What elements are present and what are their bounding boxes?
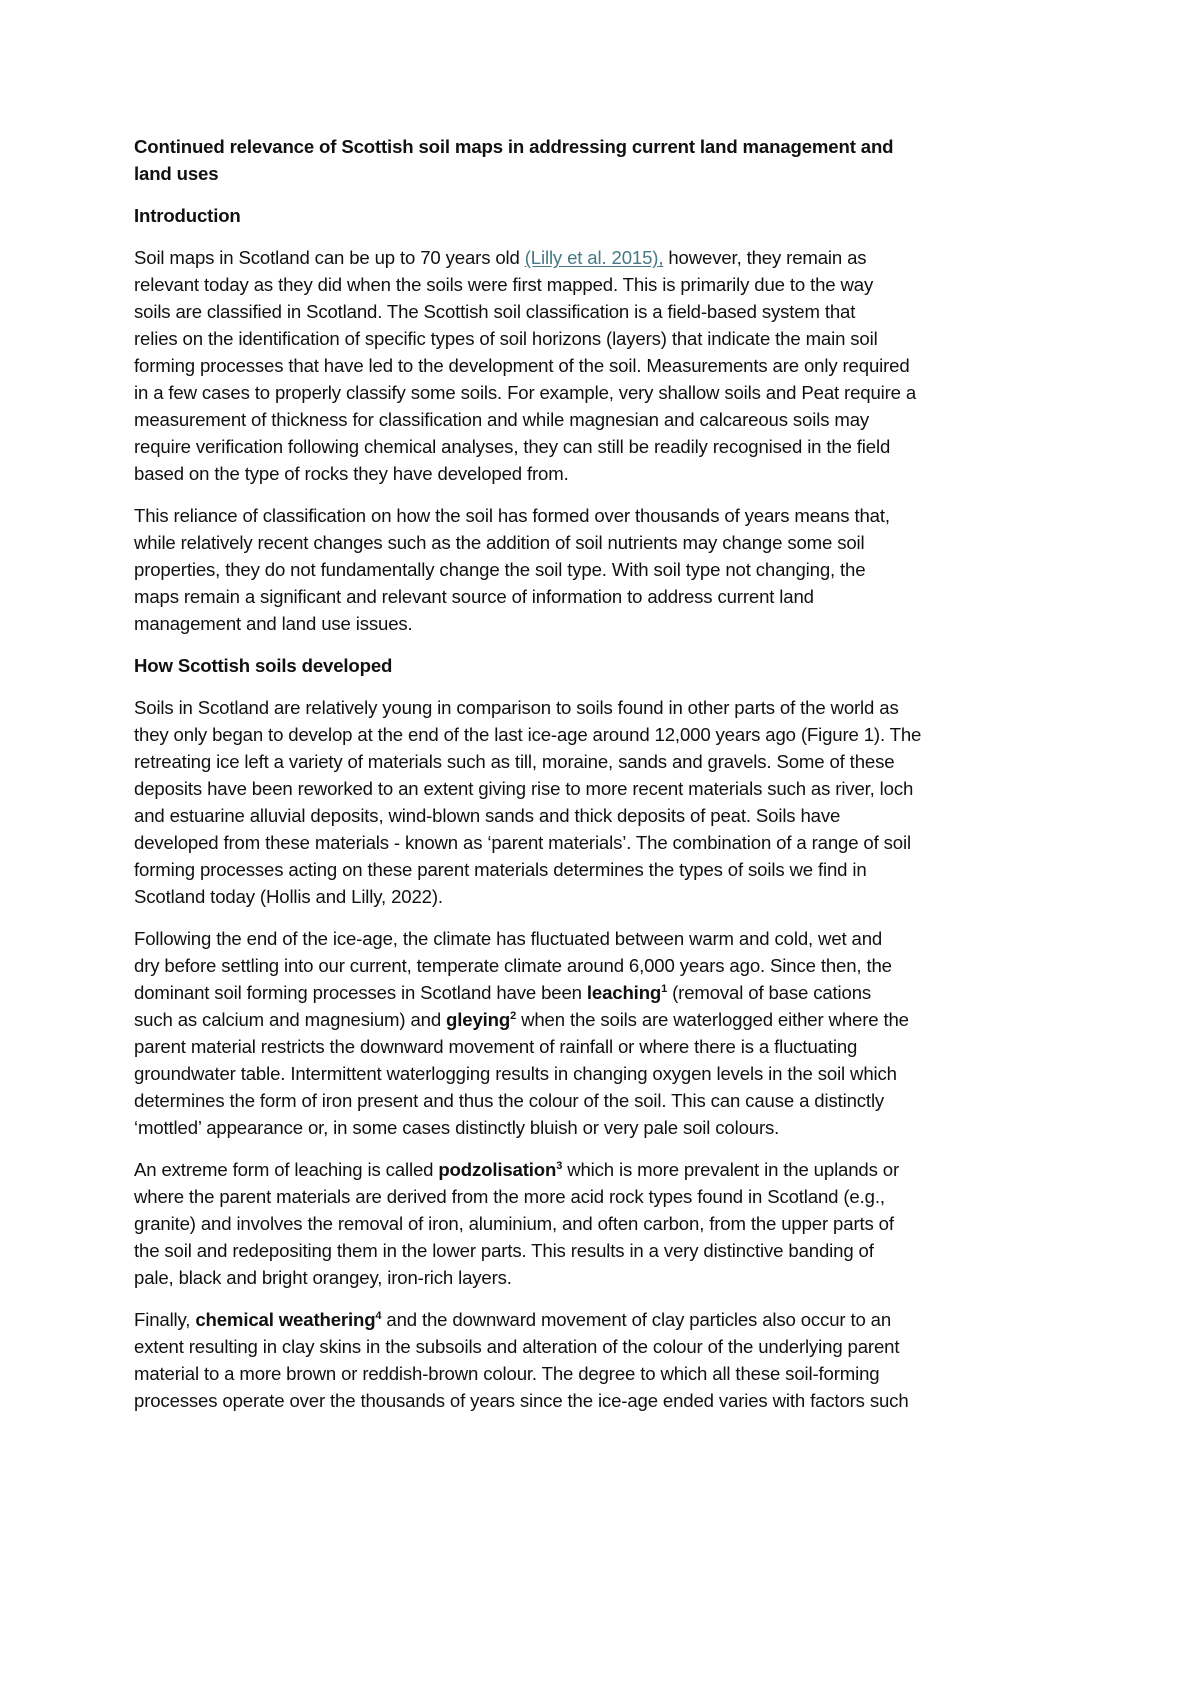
text-line: where the parent materials are derived from the more acid rock types found in Scotland (e.g.,	[134, 1186, 885, 1207]
text-line: maps remain a significant and relevant source of information to address current land	[134, 586, 814, 607]
text: however, they remain as	[663, 247, 867, 268]
term-chemical-weathering: chemical weathering	[195, 1309, 376, 1330]
paragraph	[134, 502, 984, 637]
text-line: they only began to develop at the end of the last ice-age around 12,000 years ago (Figure 1). The	[134, 724, 922, 745]
paragraph	[134, 694, 984, 910]
text: which is more prevalent in the uplands or	[562, 1159, 900, 1180]
text: such as calcium and magnesium) and	[134, 1009, 447, 1030]
text-line: measurement of thickness for classification and while magnesian and calcareous soils may	[134, 409, 870, 430]
footnote-ref-3[interactable]: 3	[556, 1160, 563, 1172]
text-line: Soils in Scotland are relatively young in comparison to soils found in other parts of the world as	[134, 697, 899, 718]
text-line	[134, 979, 984, 1006]
title-line: Continued relevance of Scottish soil maps in addressing current land management and	[134, 136, 894, 157]
text-line: parent material restricts the downward movement of rainfall or where there is a fluctuating	[134, 1036, 858, 1057]
text-line: management and land use issues.	[134, 613, 413, 634]
text: An extreme form of leaching is called	[134, 1159, 439, 1180]
text-line: pale, black and bright orangey, iron-rich layers.	[134, 1267, 512, 1288]
text-line	[134, 244, 984, 271]
paragraph	[134, 925, 984, 1141]
paragraph	[134, 1156, 984, 1291]
text-line	[134, 1156, 984, 1183]
text-line: and estuarine alluvial deposits, wind-blown sands and thick deposits of peat. Soils have	[134, 805, 841, 826]
text-line: processes operate over the thousands of years since the ice-age ended varies with factors such	[134, 1390, 909, 1411]
text-line: while relatively recent changes such as the addition of soil nutrients may change some soil	[134, 532, 865, 553]
text-line: properties, they do not fundamentally change the soil type. With soil type not changing, the	[134, 559, 866, 580]
text-line	[134, 1006, 984, 1033]
text-line: determines the form of iron present and thus the colour of the soil. This can cause a distinctly	[134, 1090, 885, 1111]
text: (removal of base cations	[667, 982, 872, 1003]
text-line: dry before settling into our current, temperate climate around 6,000 years ago. Since then, the	[134, 955, 892, 976]
text-line: the soil and redepositing them in the lower parts. This results in a very distinctive banding of	[134, 1240, 874, 1261]
text-line: retreating ice left a variety of materials such as till, moraine, sands and gravels. Some of these	[134, 751, 895, 772]
document-page	[134, 133, 984, 1429]
text-line: forming processes acting on these parent materials determines the types of soils we find in	[134, 859, 867, 880]
term-gleying: gleying	[446, 1009, 511, 1030]
title-line: land uses	[134, 163, 219, 184]
text-line: relies on the identification of specific types of soil horizons (layers) that indicate the main soil	[134, 328, 878, 349]
text-line: material to a more brown or reddish-brown colour. The degree to which all these soil-forming	[134, 1363, 880, 1384]
term-leaching: leaching	[586, 982, 662, 1003]
term-podzolisation: podzolisation	[438, 1159, 557, 1180]
text-line	[134, 1306, 984, 1333]
text-line: require verification following chemical analyses, they can still be readily recognised in the field	[134, 436, 891, 457]
text: Finally,	[134, 1309, 196, 1330]
text-line: ‘mottled’ appearance or, in some cases distinctly bluish or very pale soil colours.	[134, 1117, 780, 1138]
text-line: Following the end of the ice-age, the climate has fluctuated between warm and cold, wet and	[134, 928, 883, 949]
text: dominant soil forming processes in Scotland have been	[134, 982, 587, 1003]
footnote-ref-1[interactable]: 1	[661, 983, 668, 995]
text-line: granite) and involves the removal of iron, aluminium, and often carbon, from the upper parts of	[134, 1213, 894, 1234]
section-heading-introduction: Introduction	[134, 205, 241, 226]
section-heading-how-scottish-soils-developed: How Scottish soils developed	[134, 655, 393, 676]
footnote-ref-4[interactable]: 4	[375, 1310, 382, 1322]
text: when the soils are waterlogged either where the	[516, 1009, 909, 1030]
text-line: Scotland today (Hollis and Lilly, 2022).	[134, 886, 443, 907]
text-line: extent resulting in clay skins in the subsoils and alteration of the colour of the underlying parent	[134, 1336, 900, 1357]
text-line: This reliance of classification on how the soil has formed over thousands of years means that,	[134, 505, 890, 526]
text-line: forming processes that have led to the development of the soil. Measurements are only required	[134, 355, 910, 376]
paragraph	[134, 1306, 984, 1414]
text-line: relevant today as they did when the soils were first mapped. This is primarily due to the way	[134, 274, 874, 295]
text-line: developed from these materials - known as ‘parent materials’. The combination of a range of soil	[134, 832, 911, 853]
document-title	[134, 133, 984, 187]
text-line: soils are classified in Scotland. The Scottish soil classification is a field-based system that	[134, 301, 856, 322]
citation-link-lilly-2015[interactable]: (Lilly et al. 2015),	[524, 247, 664, 268]
footnote-ref-2[interactable]: 2	[510, 1010, 517, 1022]
paragraph	[134, 244, 984, 487]
text-line: in a few cases to properly classify some soils. For example, very shallow soils and Peat require a	[134, 382, 917, 403]
text: Soil maps in Scotland can be up to 70 years old	[134, 247, 525, 268]
text-line: based on the type of rocks they have developed from.	[134, 463, 569, 484]
text: and the downward movement of clay particles also occur to an	[381, 1309, 892, 1330]
text-line: groundwater table. Intermittent waterlogging results in changing oxygen levels in the soil which	[134, 1063, 897, 1084]
text-line: deposits have been reworked to an extent giving rise to more recent materials such as river, loch	[134, 778, 914, 799]
